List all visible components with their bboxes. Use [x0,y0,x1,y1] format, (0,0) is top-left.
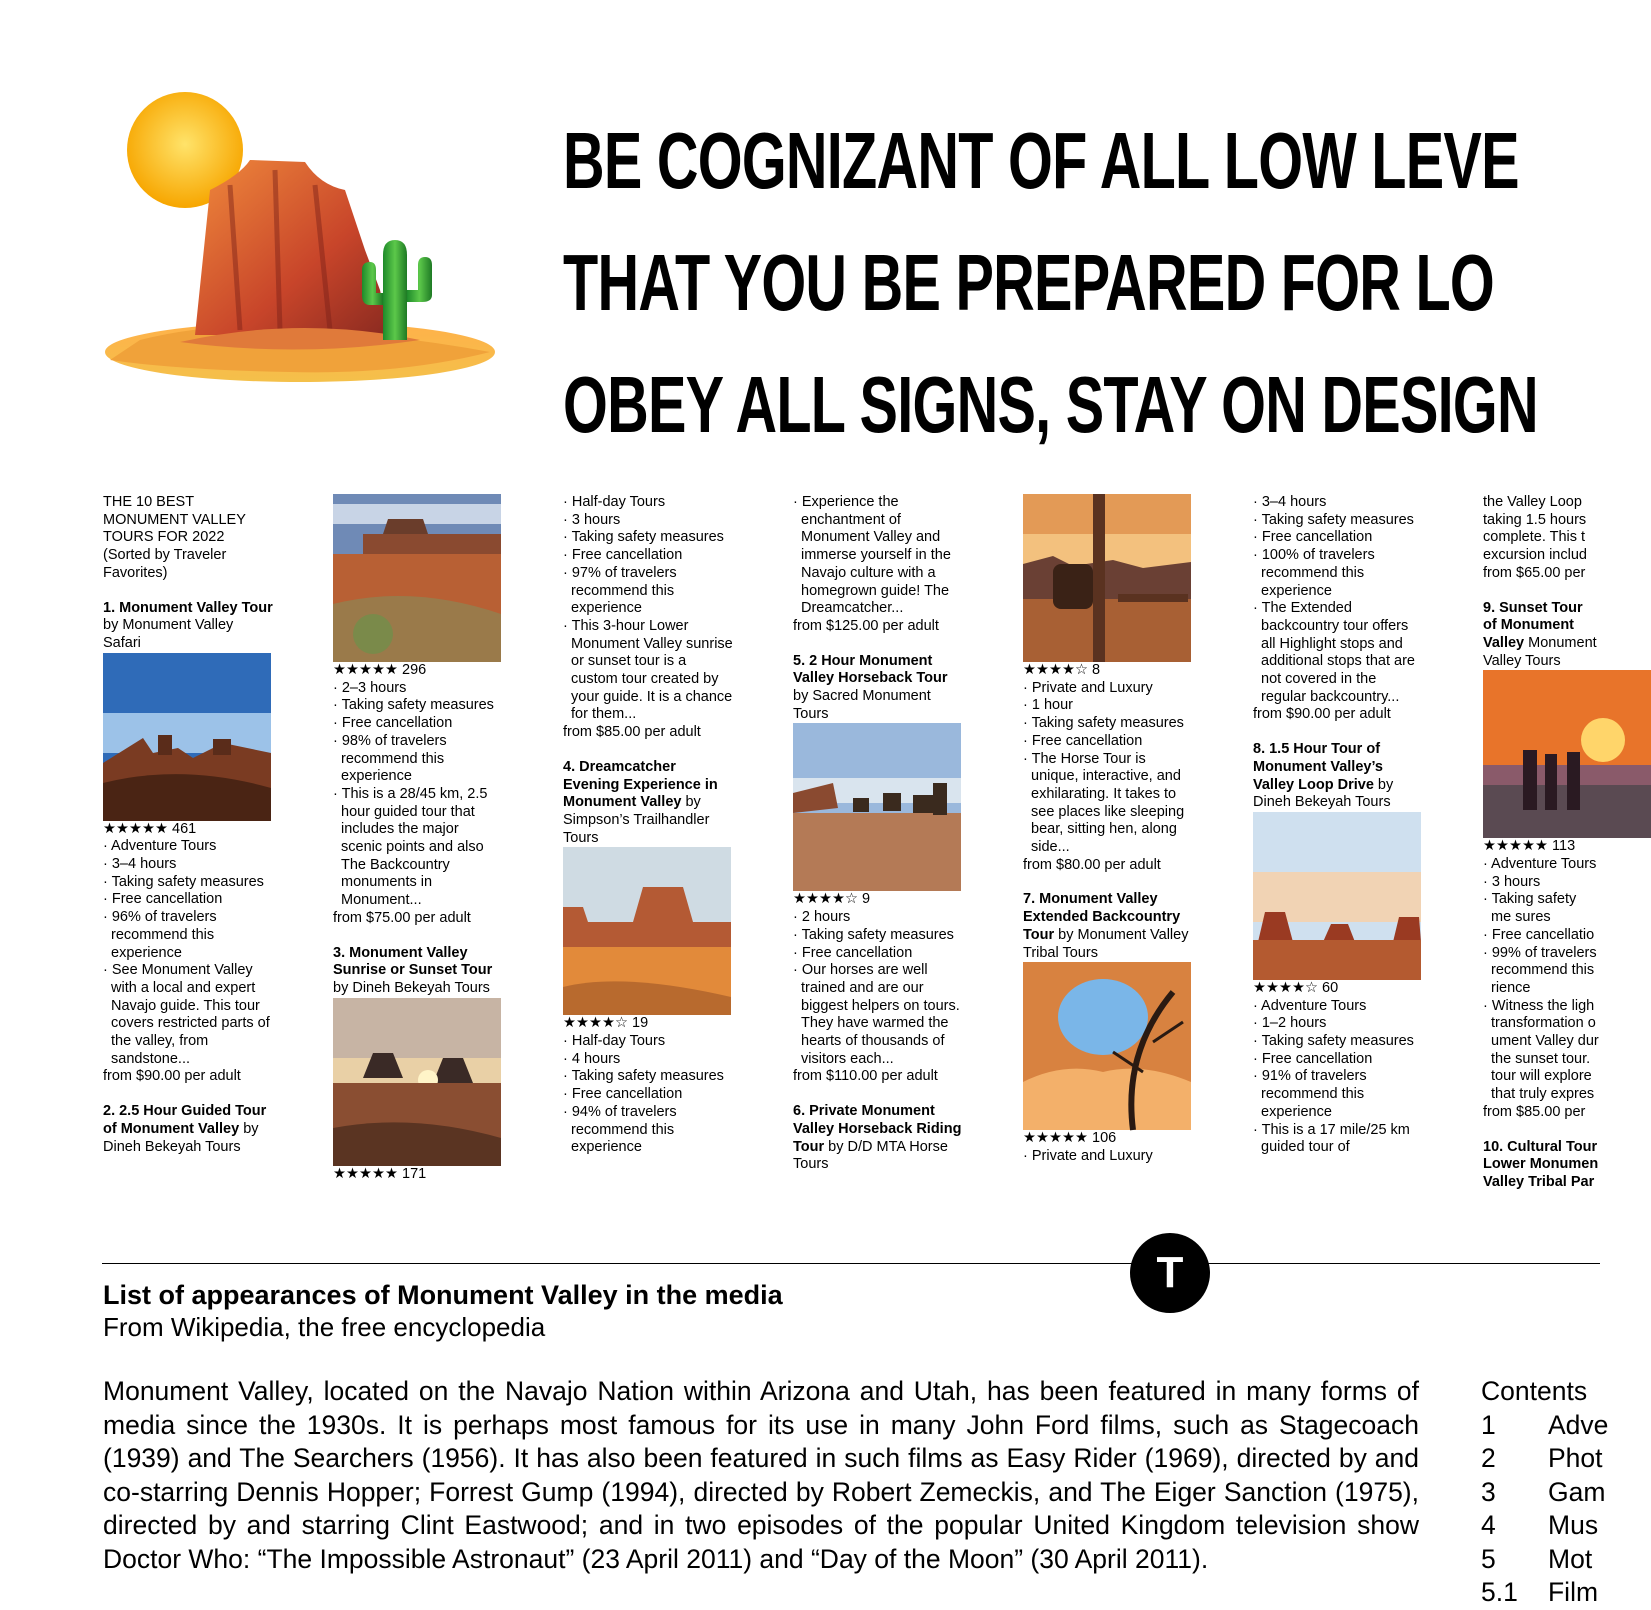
tour-title[interactable] [563,759,733,848]
tour-text: ★★★★★ 296 [333,662,427,678]
contents-item[interactable]: 4 Mus [1481,1510,1599,1540]
tour-detail-item: · Half-day Tours [563,1033,666,1050]
tour-detail-item: · Private and Luxury [1023,679,1153,696]
tour-detail-item: · See Monument Valley with a local and expert Navajo guide. This tour covers restricted parts of the valley, from sandstone... [103,962,270,1067]
tour-operator: by Monument Valley Tribal Tours [1023,926,1189,961]
tour-detail-item: · 1 hour [1023,697,1073,714]
tour-text: ★★★★☆ 60 [1253,979,1339,996]
tour-detail-item: · Our horses are well trained and are our biggest helpers on tours. They have warmed the hearts of thousands of visitors each... [793,962,960,1067]
tour-detail-item: · 4 hours [563,1050,621,1067]
tour-detail-item: · The Extended backcountry tour offers all Highlight stops and additional stops that are not covered in the regular backcountry... [1253,600,1415,705]
tour-detail-item: · 3 hours [563,511,621,528]
tour-text: ★★★★☆ 19 [563,1015,649,1032]
tour-detail-item: · This is a 28/45 km, 2.5 hour guided tour that includes the major scenic points and also The Backcountry monuments in Monument... [333,785,488,909]
tour-detail-item: · Taking safety measures [563,529,724,546]
tour-detail-item: · 100% of travelers recommend this experience [1253,547,1375,599]
tour-text: ★★★★★ 113 [1483,838,1576,855]
spacer [1483,583,1600,600]
tour-text: from $85.00 per [1483,1103,1586,1120]
tour-column-6 [1253,494,1423,1194]
headline-line-1: BE COGNIZANT OF ALL LOW LEVE [563,116,1519,205]
tour-photo[interactable] [333,998,501,1166]
tour-detail-item: · Free cancellation [1253,529,1373,546]
tour-detail-item: · Free cancellation [103,891,223,908]
tour-detail-item: · Taking safety measures [563,1068,724,1085]
tour-detail-item: · 94% of travelers recommend this experience [563,1103,677,1156]
tour-column-1 [103,494,273,1194]
contents-box [1481,1375,1609,1610]
tour-operator: by Monument Valley Safari [103,617,234,651]
tour-title[interactable] [1483,600,1600,671]
tour-detail-item: · Free cancellation [1023,732,1143,749]
tour-text: the Valley Loop taking 1.5 hours complete. This t excursion includ [1483,494,1587,564]
tour-detail-item: · Experience the enchantment of Monument Valley and immerse yourself in the Navajo culture with a homegrown guide! The Dreamcatcher... [793,494,951,617]
tour-detail-item: · Adventure Tours [1253,997,1367,1014]
tour-detail-item: · Free cancellatio [1483,926,1595,943]
tour-operator: by Simpson’s Trailhandler Tours [563,794,710,846]
tour-text: ★★★★★ 171 [333,1165,427,1182]
tour-photo[interactable] [1023,962,1191,1130]
tour-title[interactable] [333,945,503,998]
tour-detail-item: · 99% of travelers recommend this rience [1483,944,1597,996]
tour-photo[interactable] [1253,812,1421,980]
tour-detail-item: · The Horse Tour is unique, interactive, and exhilarating. It takes to see places like sleeping bear, sitting hen, along side... [1023,750,1185,856]
tour-detail-item: · Taking safety measures [1253,511,1414,528]
tour-title-bold: 4. Dreamcatcher Evening Experience in Monument Valley [563,758,718,811]
tour-text: from $90.00 per adult [1253,706,1391,723]
tour-detail-item: · Taking safety measures [1253,1033,1414,1050]
spacer [103,1086,273,1103]
tour-detail-item: · 91% of travelers recommend this experience [1253,1068,1367,1120]
tour-title-bold: 5. 2 Hour Monument Valley Horseback Tour [793,652,948,687]
article-title: List of appearances of Monument Valley in the media [103,1280,783,1310]
tour-photo[interactable] [103,653,271,821]
tour-text: ★★★★★ 461 [103,820,197,837]
tour-detail-item: · 2–3 hours [333,679,407,696]
tour-operator: by Sacred Monument Tours [793,688,931,722]
spacer [103,583,273,600]
tour-title-bold: 8. 1.5 Hour Tour of Monument Valley’s Valley Loop Drive [1253,741,1383,793]
tour-title[interactable] [1483,1139,1600,1192]
tour-detail-item: · 1–2 hours [1253,1015,1327,1032]
tour-detail-item: · 98% of travelers recommend this experience [333,732,447,785]
tour-operator: by D/D MTA Horse Tours [793,1138,948,1173]
tour-operator: Monument Valley Tours [1483,634,1597,669]
tour-title[interactable] [103,1103,273,1156]
tour-detail-item: · Taking safety measures [333,697,494,714]
tour-detail-item: · Half-day Tours [563,494,666,510]
tour-detail-item: · 3–4 hours [1253,494,1327,510]
tour-column-2 [333,494,503,1194]
spacer [1253,724,1423,741]
tour-text: from $85.00 per adult [563,724,701,741]
tour-detail-item: · Free cancellation [563,1086,683,1103]
tour-title-bold: 7. Monument Valley Extended Backcountry Tour [1023,891,1181,943]
tour-detail-item: · Taking safety measures [793,926,954,943]
tour-detail-item: · Free cancellation [333,715,453,732]
contents-item[interactable]: 5 Mot [1481,1543,1593,1574]
tour-text: THE 10 BEST MONUMENT VALLEY TOURS FOR 2022 (Sorted by Traveler Favorites) [103,494,246,581]
headline [563,100,1600,466]
contents-item[interactable]: 2 Phot [1481,1443,1603,1473]
tour-title-bold: 3. Monument Valley Sunrise or Sunset Tour [333,944,493,979]
t-logo: T [1130,1233,1210,1313]
tour-detail-item: · This 3-hour Lower Monument Valley sunrise or sunset tour is a custom tour created by your guide. It is a chance for them... [563,617,733,723]
tour-text: from $80.00 per adult [1023,856,1161,873]
spacer [333,928,503,945]
tour-detail-item: · Free cancellation [563,547,683,564]
tour-detail-item: · 2 hours [793,909,851,926]
tour-title[interactable] [793,653,963,724]
tour-photo[interactable] [793,723,961,891]
tour-detail-item: · This is a 17 mile/25 km guided tour of [1253,1121,1410,1156]
headline-line-3: OBEY ALL SIGNS, STAY ON DESIGN [563,360,1538,449]
tour-title-bold: 9. Sunset Tour of Monument Valley [1483,599,1583,651]
tour-detail-item: · Adventure Tours [1483,856,1597,873]
tour-operator: by Dineh Bekeyah Tours [103,1120,259,1155]
spacer [563,742,733,759]
contents-item[interactable]: 5.1 Film [1481,1577,1599,1607]
article-subtitle: From Wikipedia, the free encyclopedia [103,1312,546,1342]
tour-operator: by Dineh Bekeyah Tours [1253,776,1394,811]
tour-title[interactable] [1253,741,1423,812]
spacer [793,1086,963,1103]
tour-column-7 [1483,494,1600,1194]
tour-text: ★★★★★ 106 [1023,1130,1117,1147]
tour-detail-item: · 3–4 hours [103,856,177,873]
tour-text: from $65.00 per [1483,564,1586,581]
tour-column-5 [1023,494,1193,1194]
tour-detail-item: · Taking safety measures [1023,715,1184,732]
tour-title-bold: 2. 2.5 Hour Guided Tour of Monument Valley [103,1103,267,1137]
contents-item[interactable]: 3 Gam [1481,1476,1606,1507]
spacer [1023,874,1193,891]
tour-text: from $75.00 per adult [333,909,471,926]
tour-photo[interactable] [333,494,501,662]
contents-heading: Contents [1481,1376,1588,1406]
section-divider [102,1263,1600,1264]
tour-operator: by Dineh Bekeyah Tours [333,979,490,996]
tour-title-bold: 6. Private Monument Valley Horseback Riding Tour [793,1103,962,1155]
tour-title-bold: 1. Monument Valley Tour [103,599,273,616]
tour-text: from $125.00 per adult [793,617,939,634]
spacer [793,636,963,653]
tour-column-4 [793,494,963,1194]
tour-title[interactable] [103,600,273,653]
article-body: Monument Valley, located on the Navajo Nation within Arizona and Utah, has been featured in many forms of media since the 1930s. It is perhaps most famous for its use in many John Ford films, such as Stagecoach (1939) and The Searchers (1956). It has also been featured in such films as Easy Rider (1969), directed by and co-starring Dennis Hopper; Forrest Gump (1994), directed by Robert Zemeckis, and The Eiger Sanction (1975), directed by and starring Clint Eastwood; and in two episodes of the popular United Kingdom television show Doctor Who: “The Impossible Astronaut” (23 April 2011) and “Day of the Moon” (30 April 2011). [103,1376,1419,1574]
headline-line-2: THAT YOU BE PREPARED FOR LO [563,238,1495,327]
tour-column-3 [563,494,733,1194]
tour-photo[interactable] [563,847,731,1015]
tour-title[interactable] [793,1103,963,1174]
tour-photo[interactable] [1483,670,1651,838]
tour-detail-item: · Free cancellation [793,944,913,961]
tour-detail-item: · Free cancellation [1253,1050,1373,1067]
tour-text: from $90.00 per adult [103,1068,241,1085]
tour-title-bold: 10. Cultural Tour Lower Monumen Valley Tribal Par [1483,1138,1599,1190]
tour-detail-item: · 97% of travelers recommend this experience [563,564,677,617]
tour-text: ★★★★☆ 8 [1023,662,1101,678]
contents-item[interactable]: 1 Adve [1481,1409,1609,1440]
spacer [1483,1122,1600,1139]
tour-text: from $110.00 per adult [793,1068,938,1085]
tour-text: ★★★★☆ 9 [793,891,871,908]
tour-photo[interactable] [1023,494,1191,662]
tour-detail-item: · 3 hours [1483,873,1541,890]
tour-detail-item: · Witness the ligh transformation o ument Valley dur the sunset tour. tour will explore that truly expres [1483,997,1599,1103]
tour-detail-item: · Taking safety measures [103,873,264,890]
tour-detail-item: · Taking safety me sures [1483,891,1577,926]
desert-cactus-emoji [100,90,500,390]
tour-detail-item: · Adventure Tours [103,838,217,855]
tour-detail-item: · 96% of travelers recommend this experience [103,909,217,961]
tour-detail-item: · Private and Luxury [1023,1147,1153,1164]
tour-title[interactable] [1023,891,1193,962]
